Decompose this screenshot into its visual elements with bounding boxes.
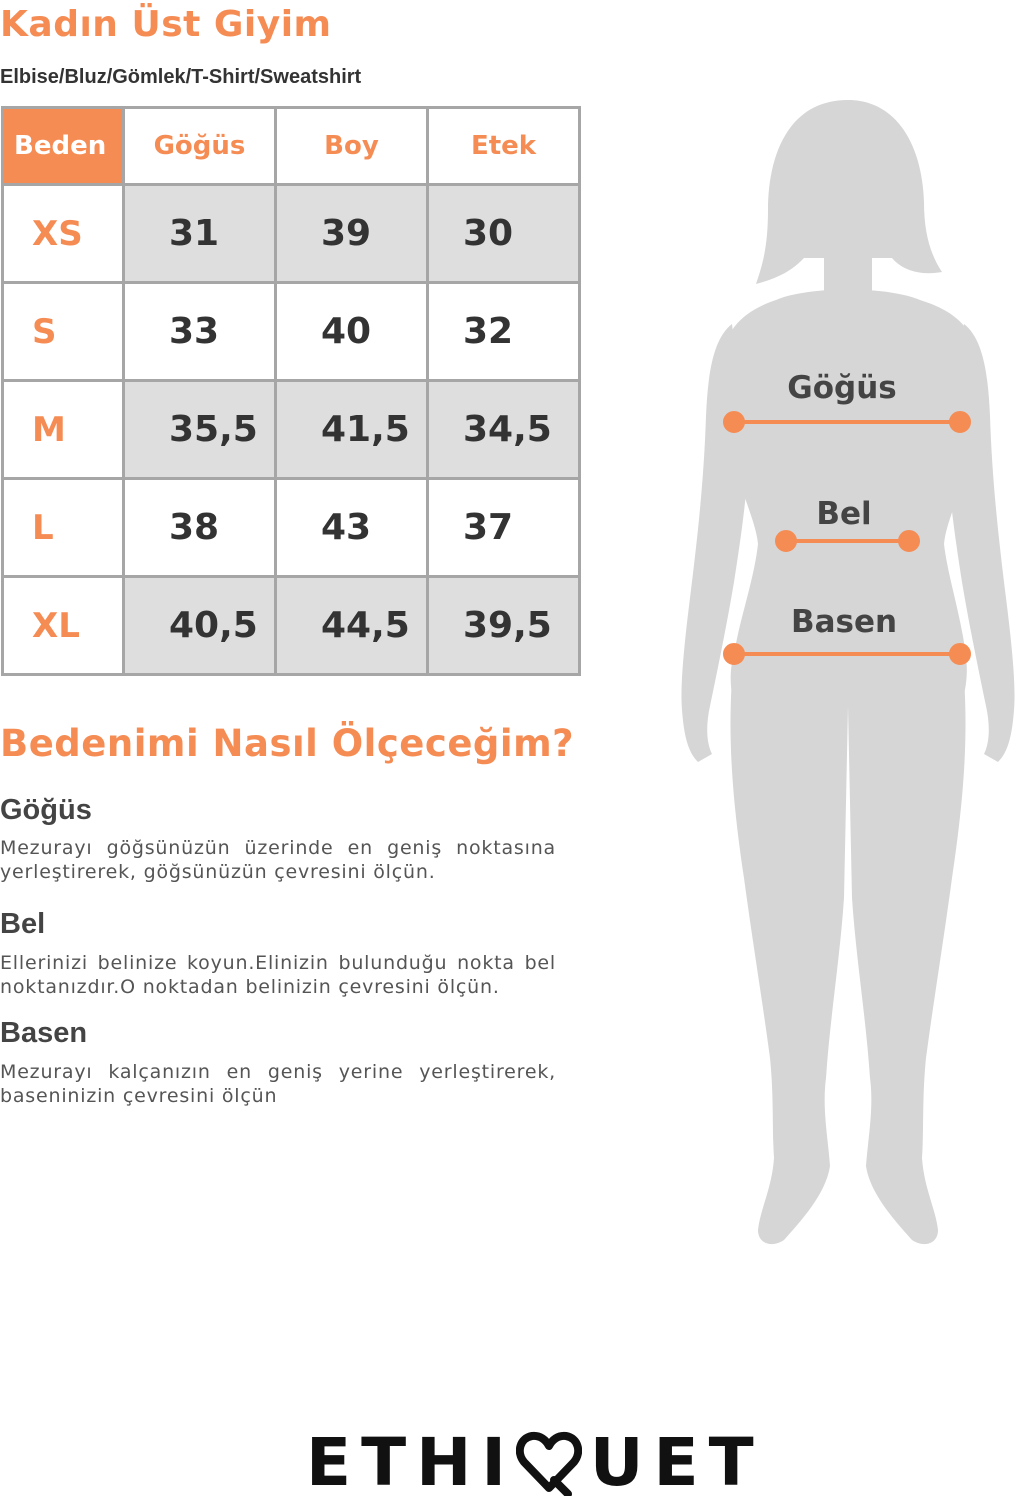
table-row [3, 185, 580, 283]
size-label: S [3, 283, 124, 381]
length-value: 44,5 [276, 577, 428, 675]
waist-measure-dot-left [777, 532, 795, 550]
skirt-value: 34,5 [428, 381, 580, 479]
length-value: 40 [276, 283, 428, 381]
waist-measure-dot-right [900, 532, 918, 550]
hips-measure-dot-right [951, 645, 969, 663]
heart-q-icon [516, 1430, 582, 1496]
chest-value: 40,5 [124, 577, 276, 675]
logo-text-left: ETHI [306, 1424, 516, 1501]
body-figure [676, 98, 1018, 1248]
guide-text-waist: Ellerinizi belinize koyun.Elinizin bulunduğu nokta bel noktanızdır.O noktadan belinizin çevresini ölçün. [0, 952, 556, 998]
chest-measure-dot-left [725, 413, 743, 431]
header-gogus: Göğüs [124, 108, 276, 185]
chest-measure-dot-right [951, 413, 969, 431]
size-label: XS [3, 185, 124, 283]
guide-text-hips: Mezurayı kalçanızın en geniş yerine yerleştirerek, baseninizin çevresini ölçün [0, 1061, 556, 1107]
chest-value: 31 [124, 185, 276, 283]
header-boy: Boy [276, 108, 428, 185]
guide-title: Bedenimi Nasıl Ölçeceğim? [0, 722, 575, 765]
logo-text-right: UET [589, 1424, 764, 1501]
length-value: 41,5 [276, 381, 428, 479]
table-row [3, 381, 580, 479]
guide-heading-waist: Bel [0, 908, 46, 940]
length-value: 39 [276, 185, 428, 283]
chest-value: 35,5 [124, 381, 276, 479]
chest-value: 33 [124, 283, 276, 381]
figure-label-waist: Bel [816, 496, 872, 532]
chest-value: 38 [124, 479, 276, 577]
brand-logo [306, 1424, 764, 1502]
size-label: XL [3, 577, 124, 675]
table-row [3, 577, 580, 675]
skirt-value: 30 [428, 185, 580, 283]
guide-heading-chest: Göğüs [0, 794, 92, 826]
figure-label-hips: Basen [790, 604, 898, 640]
skirt-value: 39,5 [428, 577, 580, 675]
size-label: M [3, 381, 124, 479]
table-header-row [3, 108, 580, 185]
guide-text-chest: Mezurayı göğsünüzün üzerinde en geniş noktasına yerleştirerek, göğsünüzün çevresini ölçün. [0, 837, 556, 883]
skirt-value: 37 [428, 479, 580, 577]
figure-label-chest: Göğüs [787, 370, 897, 406]
hips-measure-dot-left [725, 645, 743, 663]
length-value: 43 [276, 479, 428, 577]
page-subtitle: Elbise/Bluz/Gömlek/T-Shirt/Sweatshirt [0, 66, 362, 88]
table-row [3, 479, 580, 577]
table-row [3, 283, 580, 381]
size-label: L [3, 479, 124, 577]
size-table [1, 106, 581, 676]
guide-heading-hips: Basen [0, 1017, 88, 1049]
female-body-silhouette-icon [676, 98, 1018, 1248]
skirt-value: 32 [428, 283, 580, 381]
header-etek: Etek [428, 108, 580, 185]
page-title: Kadın Üst Giyim [0, 4, 332, 45]
header-beden: Beden [3, 108, 124, 185]
